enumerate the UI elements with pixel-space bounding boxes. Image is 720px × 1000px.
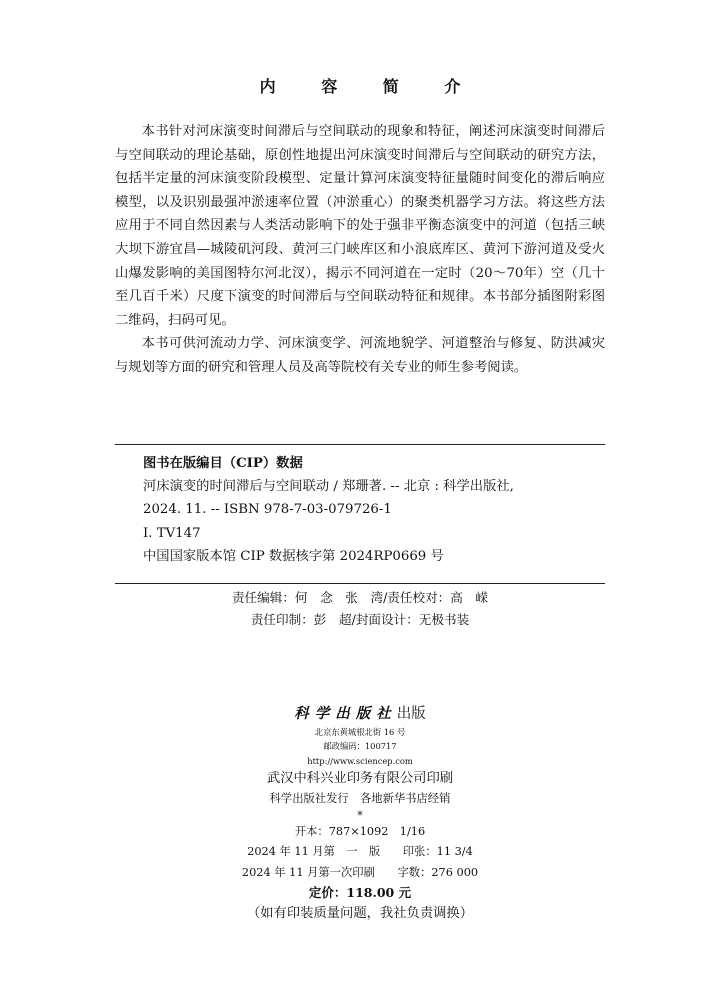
- publisher-address: 北京东黄城根北街 16 号: [314, 727, 406, 737]
- publisher-logo: 科学出版社: [294, 705, 397, 722]
- cip-line-1: 河床演变的时间滞后与空间联动 / 郑珊著. -- 北京 : 科学出版社,: [143, 479, 514, 495]
- cip-line-3: I. TV147: [143, 525, 201, 541]
- editors-line-2: 责任印制：彭 超/封面设计：无极书装: [250, 612, 470, 627]
- edition-info: 2024 年 11 月第 一 版 印张：11 3/4: [247, 845, 473, 859]
- abstract-paragraph-2: 本书可供河流动力学、河床演变学、河流地貌学、河道整治与修复、防洪减灾与规划等方面的研究和管理人员及高等院校有关专业的师生参考阅读。: [115, 336, 605, 375]
- cip-line-4: 中国国家版本馆 CIP 数据核字第 2024RP0669 号: [143, 548, 444, 564]
- publisher-website: http://www.sciencep.com: [307, 755, 413, 766]
- book-format: 开本：787×1092 1/16: [294, 824, 426, 838]
- printer: 武汉中科兴业印务有限公司印刷: [266, 771, 454, 787]
- distribution: 科学出版社发行 各地新华书店经销: [269, 792, 451, 806]
- abstract-paragraph-1: 本书针对河床演变时间滞后与空间联动的现象和特征，阐述河床演变时间滞后与空间联动的理论基础，原创性地提出河床演变时间滞后与空间联动的研究方法，包括半定量的河床演变阶段模型、定量计算河床演变特征量随时间变化的滞后响应模型，以及识别最强冲淤速率位置（冲淤重心）的聚类机器学习方法。将这些方法应用于不同自然因素与人类活动影响下的处于强非平衡态演变中的河道（包括三峡大坝下游宜昌—城陵矶河段、黄河三门峡库区和小浪底库区、黄河下游河道及受火山爆发影响的美国图特尔河北汊），揭示不同河道在一定时（20～70年）空（几十至几百千米）尺度下演变的时间滞后与空间联动特征和规律。本书部分插图附彩图二维码，扫码可见。: [115, 124, 605, 328]
- abstract: [115, 120, 605, 380]
- cip-bottom-rule: [115, 583, 605, 584]
- publisher-suffix: 出版: [396, 706, 426, 722]
- page-title: 内 容 简 介: [259, 77, 481, 96]
- cip-top-rule: [115, 444, 605, 445]
- publisher-postcode: 邮政编码：100717: [323, 741, 397, 752]
- publisher-line: [0, 703, 720, 725]
- printing-info: 2024 年 11 月第一次印刷 字数：276 000: [241, 865, 479, 879]
- price: 定价：118.00 元: [308, 885, 412, 901]
- cip-heading: 图书在版编目（CIP）数据: [143, 456, 303, 471]
- cip-line-2: 2024. 11. -- ISBN 978-7-03-079726-1: [143, 502, 392, 518]
- cip-block: [143, 452, 603, 568]
- colophon: [0, 703, 720, 925]
- editors-block: [115, 587, 605, 631]
- quality-notice: （如有印装质量问题，我社负责调换）: [246, 906, 474, 922]
- editors-line-1: 责任编辑：何 念 张 湾/责任校对：高 嵘: [231, 590, 489, 605]
- separator-star: *: [357, 808, 363, 822]
